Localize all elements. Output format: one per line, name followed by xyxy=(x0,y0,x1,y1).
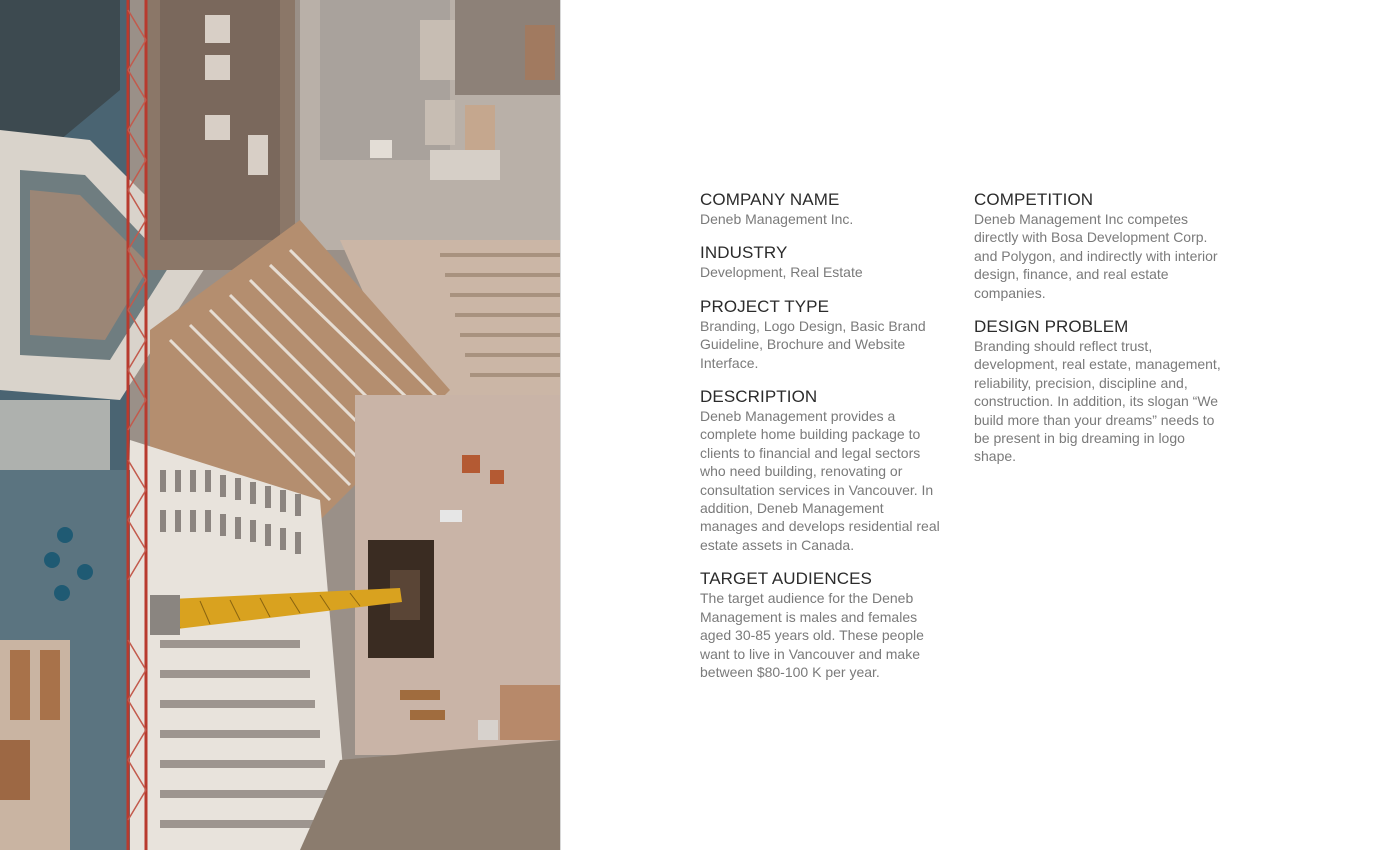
target-audiences-section xyxy=(700,569,945,681)
project-type-heading: PROJECT TYPE xyxy=(700,296,830,316)
competition-section xyxy=(974,190,1224,302)
competition-text: Deneb Management Inc competes directly with Bosa Development Corp. and Polygon, and indirectly with interior design, finance, and real estate companies. xyxy=(974,211,1218,301)
design-problem-heading: DESIGN PROBLEM xyxy=(974,317,1129,337)
project-type-section xyxy=(700,297,945,372)
description-text: Deneb Management provides a complete home building package to clients to financial and legal sectors who need building, renovating or consultation services in Vancouver. In addition, Deneb Management manages and develops residential real estate assets in Canada. xyxy=(700,408,940,553)
competition-heading: COMPETITION xyxy=(974,190,1094,209)
brief-left-column xyxy=(700,190,945,696)
target-audiences-text: The target audience for the Deneb Management is males and females aged 30-85 years old. These people want to live in Vancouver and make between $80-100 K per year. xyxy=(700,590,924,680)
company-name-text: Deneb Management Inc. xyxy=(700,211,854,227)
aerial-construction-photo xyxy=(0,0,561,850)
design-problem-text: Branding should reflect trust, development, real estate, management, reliability, precision, discipline and, construction. In addition, its slogan “We build more than your dreams” needs to be present in big dreaming in logo shape. xyxy=(974,338,1221,465)
design-problem-section xyxy=(974,317,1224,466)
description-heading: DESCRIPTION xyxy=(700,387,818,407)
company-name-section xyxy=(700,190,945,228)
industry-text: Development, Real Estate xyxy=(700,264,863,281)
description-section xyxy=(700,387,945,554)
brief-right-column xyxy=(974,190,1224,481)
project-type-text: Branding, Logo Design, Basic Brand Guideline, Brochure and Website Interface. xyxy=(700,317,926,371)
company-name-heading: COMPANY NAME xyxy=(700,190,840,209)
industry-heading: INDUSTRY xyxy=(700,243,788,263)
target-audiences-heading: TARGET AUDIENCES xyxy=(700,569,872,589)
industry-section xyxy=(700,243,945,281)
